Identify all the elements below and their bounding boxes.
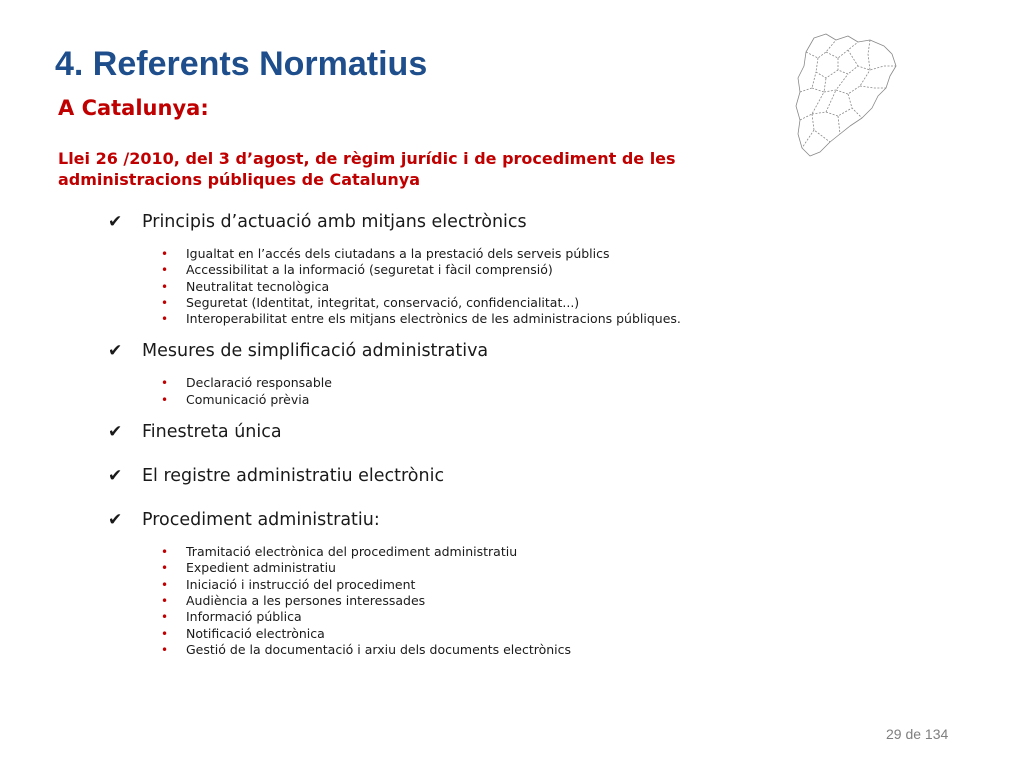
checkmark-icon: ✔	[108, 466, 123, 487]
list-item: • Tramitació electrònica del procediment administratiu	[161, 544, 828, 560]
checklist-point	[108, 337, 828, 365]
checkmark-icon: ✔	[108, 212, 123, 232]
list-item: • Comunicació prèvia	[161, 392, 828, 408]
checkmark-icon: ✔	[108, 341, 123, 362]
sub-bullet-list	[161, 246, 828, 327]
slide-subtitle: A Catalunya:	[58, 96, 209, 120]
sub-bullet-list	[161, 544, 828, 658]
point-label: Mesures de simplificació administrativa	[142, 341, 489, 362]
list-item: • Neutralitat tecnològica	[161, 279, 828, 295]
checklist-point	[108, 506, 828, 534]
checkmark-icon: ✔	[108, 422, 123, 443]
sub-bullet-list	[161, 375, 828, 408]
checklist-point	[108, 462, 828, 490]
list-item: • Gestió de la documentació i arxiu dels documents electrònics	[161, 642, 828, 658]
bullet-content	[108, 208, 828, 658]
list-item: • Declaració responsable	[161, 375, 828, 391]
list-item: • Igualtat en l’accés dels ciutadans a la prestació dels serveis públics	[161, 246, 828, 262]
list-item: • Expedient administratiu	[161, 560, 828, 576]
slide-title: 4. Referents Normatius	[55, 45, 428, 83]
page-number: 29 de 134	[886, 726, 949, 742]
point-label: Principis d’actuació amb mitjans electrònics	[142, 212, 527, 232]
checklist-point	[108, 418, 828, 446]
point-label: Finestreta única	[142, 422, 282, 443]
point-label: El registre administratiu electrònic	[142, 466, 445, 487]
point-label: Procediment administratiu:	[142, 510, 380, 531]
list-item: • Accessibilitat a la informació (seguretat i fàcil comprensió)	[161, 262, 828, 278]
checklist-point	[108, 208, 828, 236]
list-item: • Seguretat (Identitat, integritat, conservació, confidencialitat...)	[161, 295, 828, 311]
list-item: • Notificació electrònica	[161, 626, 828, 642]
catalonia-map-icon	[792, 30, 902, 160]
checkmark-icon: ✔	[108, 510, 123, 531]
list-item: • Iniciació i instrucció del procediment	[161, 577, 828, 593]
law-reference: Llei 26 /2010, del 3 d’agost, de règim jurídic i de procediment de les administracions públiques de Catalunya	[58, 149, 676, 189]
list-item: • Audiència a les persones interessades	[161, 593, 828, 609]
list-item: • Informació pública	[161, 609, 828, 625]
list-item: • Interoperabilitat entre els mitjans electrònics de les administracions públiques.	[161, 311, 828, 327]
